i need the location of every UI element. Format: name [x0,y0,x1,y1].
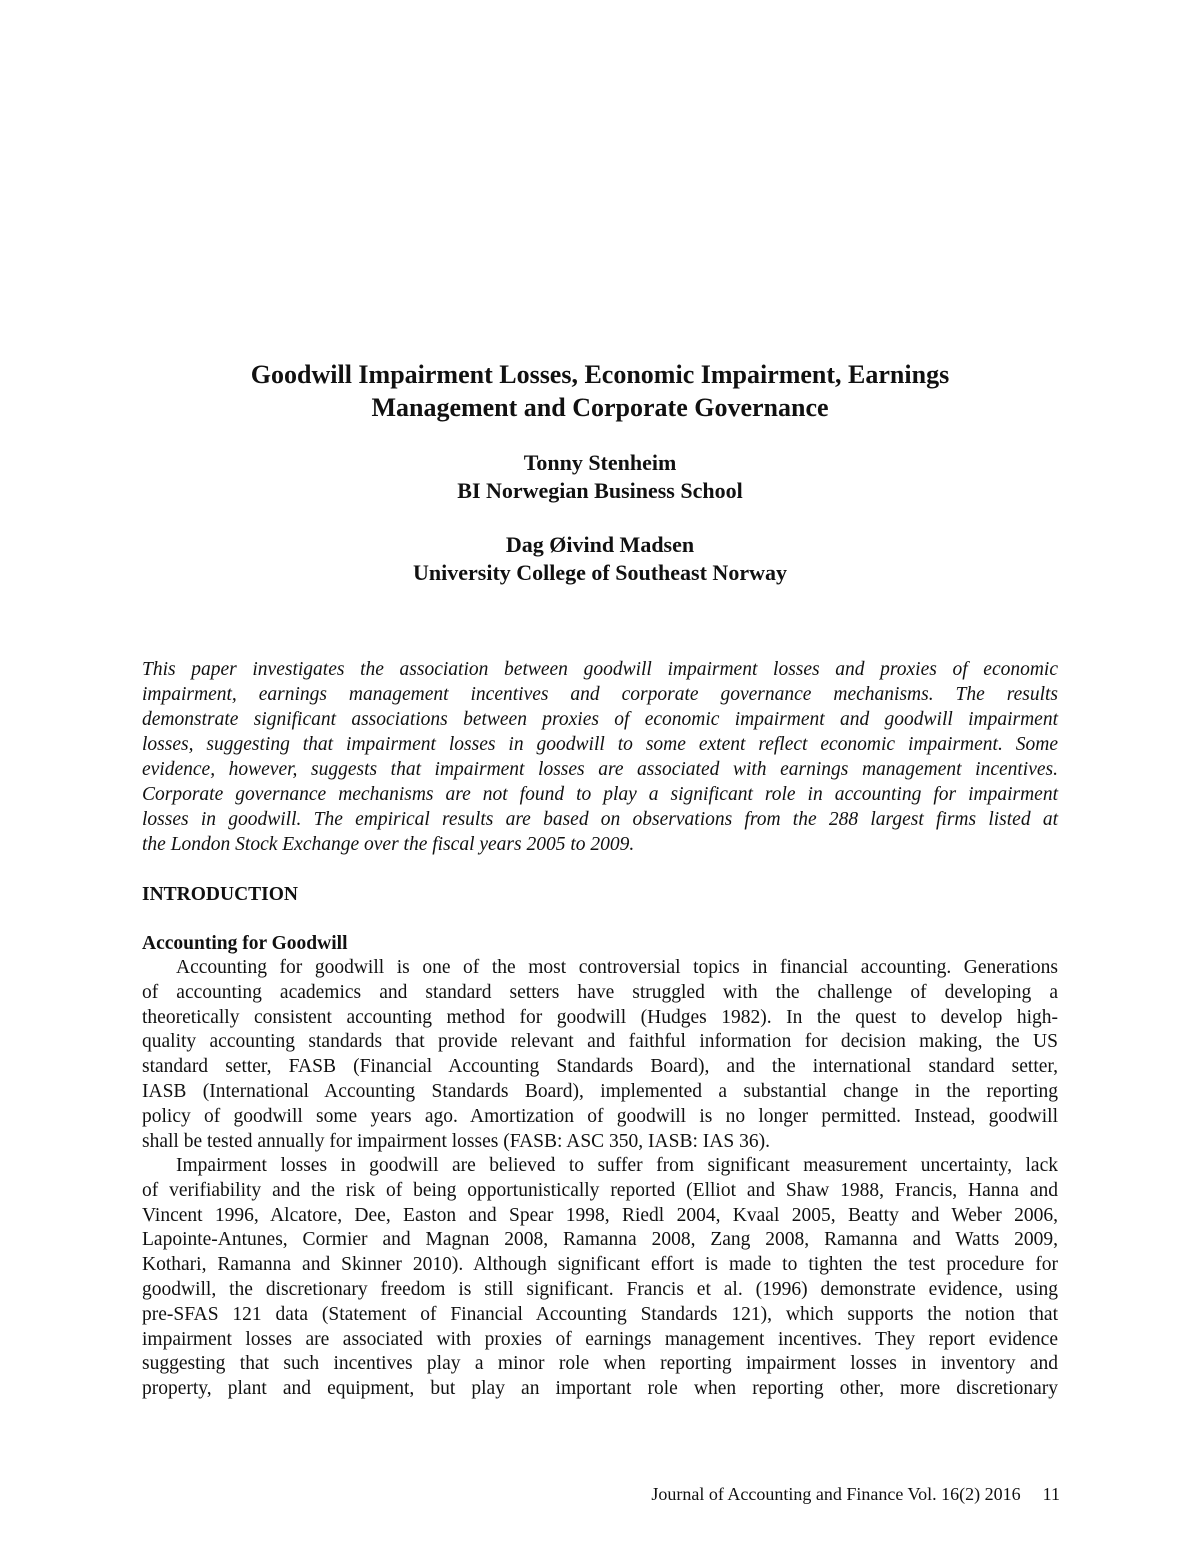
abstract-line: This paper investigates the association between goodwill impairment losses and proxies of economic [142,659,1058,680]
abstract-line: demonstrate significant associations between proxies of economic impairment and goodwill impairment [142,709,1058,730]
author-block [140,531,1060,587]
paragraph-line: Vincent 1996, Alcatore, Dee, Easton and Spear 1998, Riedl 2004, Kvaal 2005, Beatty and Weber 2006, [142,1204,1058,1226]
abstract-line: impairment, earnings management incentives and corporate governance mechanisms. The results [142,684,1058,705]
title-line: Management and Corporate Governance [371,393,829,422]
abstract-line: losses in goodwill. The empirical results are based on observations from the 288 largest firms listed at [142,809,1058,830]
paragraph-line: goodwill, the discretionary freedom is still significant. Francis et al. (1996) demonstrate evidence, using [142,1278,1058,1300]
paragraph-line: IASB (International Accounting Standards Board), implemented a substantial change in the reporting [142,1080,1058,1102]
abstract-line: losses, suggesting that impairment losses in goodwill to some extent reflect economic impairment. Some [142,734,1058,755]
abstract-line: Corporate governance mechanisms are not found to play a significant role in accounting for impairment [142,784,1058,805]
paragraph-line: Kothari, Ramanna and Skinner 2010). Although significant effort is made to tighten the test procedure for [142,1254,1058,1276]
page-footer [600,1483,1060,1505]
author-affiliation: University College of Southeast Norway [413,560,787,585]
journal-citation: Journal of Accounting and Finance Vol. 16(2) 2016 [651,1484,1021,1504]
body-paragraph [142,956,1058,1154]
body-paragraph [142,1154,1058,1402]
author-affiliation: BI Norwegian Business School [457,478,743,503]
paragraph-line: pre-SFAS 121 data (Statement of Financial Accounting Standards 121), which supports the notion that [142,1303,1058,1325]
paragraph-line: property, plant and equipment, but play an important role when reporting other, more discretionary [142,1378,1058,1400]
paragraph-line: theoretically consistent accounting method for goodwill (Hudges 1982). In the quest to develop high- [142,1006,1058,1028]
paragraph-line: policy of goodwill some years ago. Amortization of goodwill is no longer permitted. Instead, goodwill [142,1105,1058,1127]
paragraph-line: impairment losses are associated with proxies of earnings management incentives. They report evidence [142,1328,1058,1350]
paragraph-line: quality accounting standards that provide relevant and faithful information for decision making, the US [142,1031,1058,1053]
title-line: Goodwill Impairment Losses, Economic Impairment, Earnings [250,360,950,389]
paragraph-line: Impairment losses in goodwill are believed to suffer from significant measurement uncertainty, lack [176,1155,1058,1176]
paragraph-line: standard setter, FASB (Financial Accounting Standards Board), and the international standard setter, [142,1056,1058,1078]
abstract-line: evidence, however, suggests that impairment losses are associated with earnings management incentives. [142,759,1058,780]
page-number: 11 [1042,1484,1060,1504]
author-name: Dag Øivind Madsen [505,532,695,557]
paper-title [140,358,1060,424]
subsection-heading: Accounting for Goodwill [142,933,348,954]
paragraph-line: Lapointe-Antunes, Cormier and Magnan 2008, Ramanna 2008, Zang 2008, Ramanna and Watts 2009, [142,1229,1058,1251]
paragraph-line: suggesting that such incentives play a minor role when reporting impairment losses in inventory and [142,1353,1058,1375]
author-block [140,449,1060,505]
abstract-line: the London Stock Exchange over the fiscal years 2005 to 2009. [142,834,635,855]
paragraph-line: Accounting for goodwill is one of the most controversial topics in financial accounting. Generations [176,957,1058,978]
author-name: Tonny Stenheim [523,450,677,475]
section-heading: INTRODUCTION [142,884,299,905]
paragraph-line: of accounting academics and standard setters have struggled with the challenge of developing a [142,981,1058,1003]
paragraph-line: of verifiability and the risk of being opportunistically reported (Elliot and Shaw 1988, Francis, Hanna and [142,1179,1058,1201]
abstract [142,657,1058,857]
paragraph-line: shall be tested annually for impairment losses (FASB: ASC 350, IASB: IAS 36). [142,1130,770,1152]
